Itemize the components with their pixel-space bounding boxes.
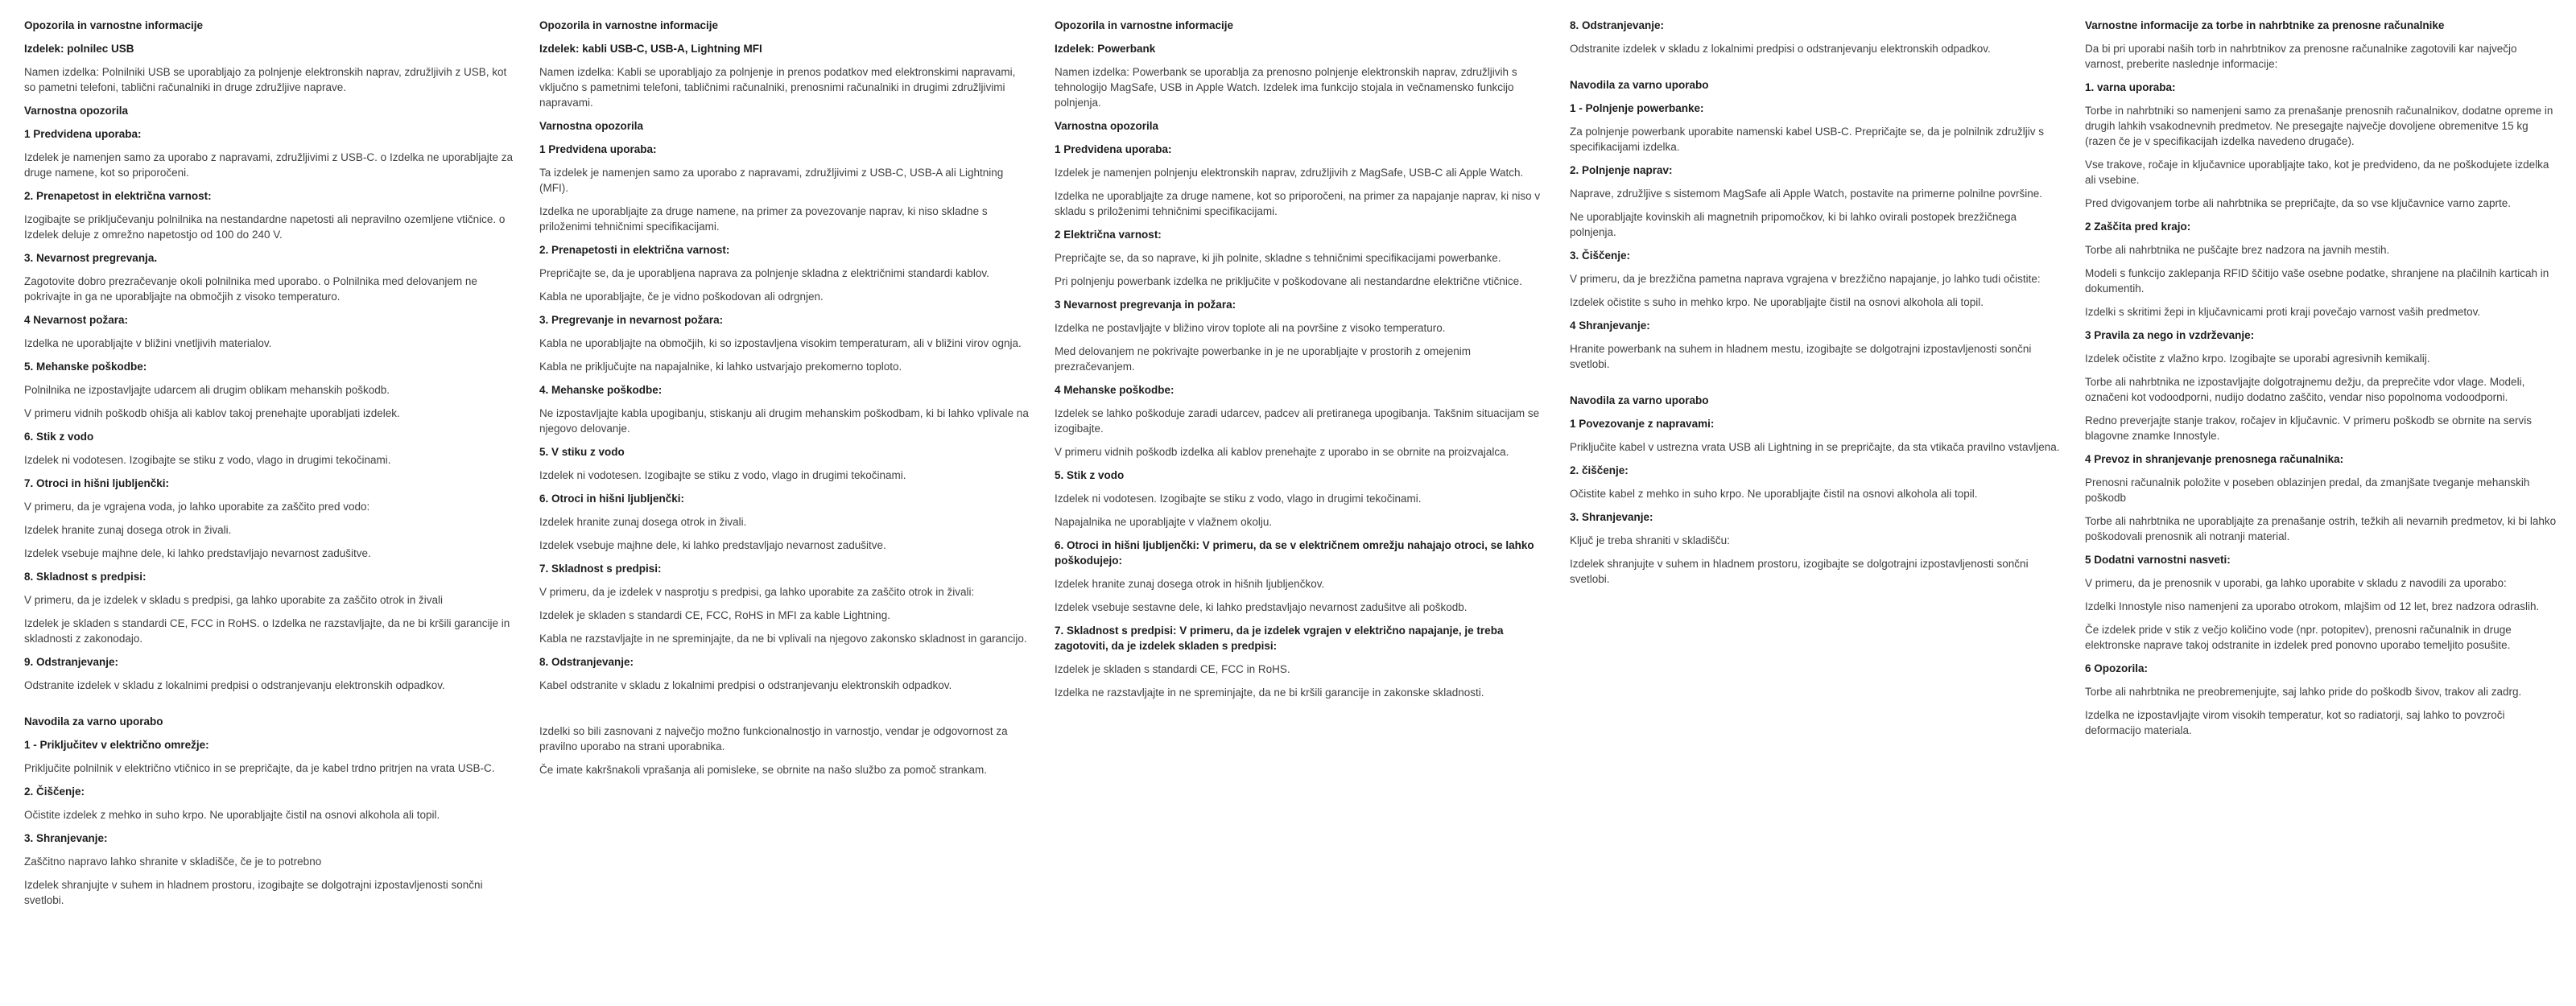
paragraph: Modeli s funkcijo zaklepanja RFID ščitijo vaše osebne podatke, shranjene na plačilnih karticah in dokumentih. <box>2085 267 2549 295</box>
paragraph: Pri polnjenju powerbank izdelka ne priključite v poškodovane ali nestandardne električne vtičnice. <box>1055 275 1522 287</box>
section-heading: 2. čiščenje: <box>1570 464 1629 476</box>
paragraph: Kabla ne razstavljajte in ne spreminjajte, da ne bi vplivali na njegovo zakonsko skladnost in garancijo. <box>539 633 1027 645</box>
section-heading: Varnostna opozorila <box>24 105 129 117</box>
paragraph: Pred dvigovanjem torbe ali nahrbtnika se prepričajte, da so vse ključavnice varno zaprte. <box>2085 197 2512 209</box>
column-4 <box>1570 18 2062 587</box>
section-heading: Izdelek: polnilec USB <box>24 43 134 55</box>
section-heading: 2. Polnjenje naprav: <box>1570 164 1673 176</box>
paragraph: Med delovanjem ne pokrivajte powerbanke in je ne uporabljajte v prostorih z omejenim prezračevanjem. <box>1055 345 1472 373</box>
section-heading: 6 Opozorila: <box>2085 662 2149 674</box>
paragraph: Izdelka ne razstavljajte in ne spreminjajte, da ne bi kršili garancije in zakonske skladnosti. <box>1055 686 1484 699</box>
section-heading: Opozorila in varnostne informacije <box>24 19 204 31</box>
paragraph: Torbe ali nahrbtnika ne izpostavljajte dolgotrajnemu dežju, da preprečite vdor vlage. Modeli, označeni kot vodoodporni, nudijo dodatno zaščito, vendar niso popolnoma vodoodporni. <box>2085 376 2525 403</box>
paragraph: Prepričajte se, da so naprave, ki jih polnite, skladne s tehničnimi specifikacijami powerbanke. <box>1055 252 1501 264</box>
paragraph: V primeru, da je prenosnik v uporabi, ga lahko uporabite v skladu z navodili za uporabo: <box>2085 577 2507 589</box>
section-heading: 5. V stiku z vodo <box>539 446 625 458</box>
paragraph: Izdelek hranite zunaj dosega otrok in živali. <box>539 516 747 528</box>
paragraph: Ne izpostavljajte kabla upogibanju, stiskanju ali drugim mehanskim poškodbam, ki bi lahko vplivale na njegovo delovanje. <box>539 407 1029 435</box>
paragraph: Izdelki so bili zasnovani z največjo možno funkcionalnostjo in varnostjo, vendar je odgovornost za pravilno uporabo na strani uporabnika. <box>539 725 1008 752</box>
paragraph: Napajalnika ne uporabljajte v vlažnem okolju. <box>1055 516 1273 528</box>
paragraph: Izdelka ne postavljajte v bližino virov toplote ali na površine z visoko temperaturo. <box>1055 322 1446 334</box>
paragraph: Izdelek vsebuje sestavne dele, ki lahko predstavljajo nevarnost zadušitve ali poškodb. <box>1055 601 1468 613</box>
paragraph: Torbe ali nahrbtnika ne preobremenjujte, saj lahko pride do poškodb šivov, trakov ali zadrg. <box>2085 686 2522 698</box>
section-heading: 3. Čiščenje: <box>1570 249 1631 262</box>
section-heading: 1 - Polnjenje powerbanke: <box>1570 102 1704 114</box>
paragraph: Izdelka ne uporabljajte za druge namene, kot so priporočeni, na primer za napajanje naprav, ki niso v skladu s priloženimi tehničnimi specifikacijami. <box>1055 190 1541 217</box>
section-heading: Varnostna opozorila <box>1055 120 1159 132</box>
section-heading: Varnostna opozorila <box>539 120 644 132</box>
paragraph: Izdelek ni vodotesen. Izogibajte se stiku z vodo, vlago in drugimi tekočinami. <box>1055 493 1422 505</box>
section-heading: Izdelek: kabli USB-C, USB-A, Lightning MFI <box>539 43 762 55</box>
paragraph: Namen izdelka: Powerbank se uporablja za prenosno polnjenje elektronskih naprav, združljivih s tehnologijo MagSafe, USB in Apple Watch. Izdelek ima funkcijo stojala in večnamensko funkcijo polnjenja. <box>1055 66 1517 109</box>
section-heading: 5. Mehanske poškodbe: <box>24 361 147 373</box>
section-heading: 3. Shranjevanje: <box>1570 511 1653 523</box>
paragraph: Izdelek vsebuje majhne dele, ki lahko predstavljajo nevarnost zadušitve. <box>24 547 371 559</box>
paragraph: Izdelki Innostyle niso namenjeni za uporabo otrokom, mlajšim od 12 let, brez nadzora odraslih. <box>2085 600 2540 612</box>
section-heading: 1 Predvidena uporaba: <box>539 143 657 155</box>
section-heading: 2. Čiščenje: <box>24 785 85 798</box>
section-heading: 4 Shranjevanje: <box>1570 320 1650 332</box>
section-heading: 5 Dodatni varnostni nasveti: <box>2085 554 2231 566</box>
section-heading: 1 Predvidena uporaba: <box>24 128 142 140</box>
section-heading: 1 Predvidena uporaba: <box>1055 143 1172 155</box>
paragraph: Izdelek shranjujte v suhem in hladnem prostoru, izogibajte se dolgotrajni izpostavljenosti sončni svetlobi. <box>24 879 483 906</box>
section-heading: 1 Povezovanje z napravami: <box>1570 418 1715 430</box>
section-heading: 5. Stik z vodo <box>1055 469 1125 481</box>
section-heading: 8. Odstranjevanje: <box>539 656 634 668</box>
paragraph: Izdelek se lahko poškoduje zaradi udarcev, padcev ali pretiranega upogibanja. Takšnim situacijam se izogibajte. <box>1055 407 1540 435</box>
paragraph: Izdelek hranite zunaj dosega otrok in hišnih ljubljenčkov. <box>1055 578 1325 590</box>
paragraph: Izdelki s skritimi žepi in ključavnicami proti kraji povečajo varnost vaših predmetov. <box>2085 306 2481 318</box>
paragraph: Izdelek očistite z vlažno krpo. Izogibajte se uporabi agresivnih kemikalij. <box>2085 353 2430 365</box>
section-heading: Izdelek: Powerbank <box>1055 43 1156 55</box>
paragraph: Polnilnika ne izpostavljajte udarcem ali drugim oblikam mehanskih poškodb. <box>24 384 390 396</box>
section-heading: 7. Skladnost s predpisi: <box>539 563 662 575</box>
section-heading: Navodila za varno uporabo <box>24 715 163 728</box>
paragraph: Izdelek očistite s suho in mehko krpo. Ne uporabljajte čistil na osnovi alkohola ali topil. <box>1570 296 1984 308</box>
paragraph: Očistite izdelek z mehko in suho krpo. Ne uporabljajte čistil na osnovi alkohola ali topil. <box>24 809 440 821</box>
column-1 <box>24 18 517 908</box>
section-heading: 4. Mehanske poškodbe: <box>539 384 663 396</box>
paragraph: Izdelek je namenjen polnjenju elektronskih naprav, združljivih z MagSafe, USB-C ali Apple Watch. <box>1055 167 1524 179</box>
paragraph: Kabel odstranite v skladu z lokalnimi predpisi o odstranjevanju elektronskih odpadkov. <box>539 679 952 691</box>
section-heading: 2. Prenapetosti in električna varnost: <box>539 244 730 256</box>
paragraph: Izdelka ne uporabljajte v bližini vnetljivih materialov. <box>24 337 272 349</box>
column-2 <box>539 18 1032 777</box>
paragraph: Če izdelek pride v stik z večjo količino vode (npr. potopitev), prenosni računalnik in druge elektronske naprave takoj odstranite in izdelek pred ponovno uporabo temeljito posušite. <box>2085 624 2512 651</box>
paragraph: Vse trakove, ročaje in ključavnice uporabljajte tako, kot je predvideno, da ne poškodujete izdelka ali vsebine. <box>2085 159 2549 186</box>
paragraph: Prenosni računalnik položite v poseben oblazinjen predal, da zmanjšate tveganje mehanskih poškodb <box>2085 476 2530 504</box>
section-heading: Opozorila in varnostne informacije <box>1055 19 1234 31</box>
paragraph: Torbe ali nahrbtnika ne puščajte brez nadzora na javnih mestih. <box>2085 244 2390 256</box>
section-heading: 6. Otroci in hišni ljubljenčki: V primeru, da se v električnem omrežju nahajajo otroci, se lahko poškodujejo: <box>1055 539 1534 567</box>
section-heading: 3. Pregrevanje in nevarnost požara: <box>539 314 724 326</box>
paragraph: Izdelka ne uporabljajte za druge namene, na primer za povezovanje naprav, ki niso skladne s priloženimi tehničnimi specifikacijami. <box>539 205 988 233</box>
section-heading: 3 Nevarnost pregrevanja in požara: <box>1055 299 1236 311</box>
paragraph: Odstranite izdelek v skladu z lokalnimi predpisi o odstranjevanju elektronskih odpadkov. <box>1570 43 1991 55</box>
paragraph: Ta izdelek je namenjen samo za uporabo z napravami, združljivimi z USB-C, USB-A ali Lightning (MFI). <box>539 167 1004 194</box>
paragraph: Zagotovite dobro prezračevanje okoli polnilnika med uporabo. o Polnilnika med delovanjem ne pokrivajte in ga ne uporabljajte na območjih z visoko temperaturo. <box>24 275 477 303</box>
section-heading: 2 Električna varnost: <box>1055 229 1162 241</box>
section-heading: 2 Zaščita pred krajo: <box>2085 221 2191 233</box>
section-heading: 8. Odstranjevanje: <box>1570 19 1665 31</box>
paragraph: Izdelka ne izpostavljajte virom visokih temperatur, kot so radiatorji, saj lahko to povzroči deformacijo materiala. <box>2085 709 2505 736</box>
paragraph: Priključite polnilnik v električno vtičnico in se prepričajte, da je kabel trdno pritrjen na vrata USB-C. <box>24 762 495 774</box>
section-heading: Opozorila in varnostne informacije <box>539 19 719 31</box>
paragraph: Torbe in nahrbtniki so namenjeni samo za prenašanje prenosnih računalnikov, dodatne opreme in drugih lahkih vsakodnevnih predmetov. Ne presegajte največje dovoljene obremenitve 15 kg (razen če je v specifikacijah izdelka navedeno drugače). <box>2085 105 2553 147</box>
section-heading: 4 Prevoz in shranjevanje prenosnega računalnika: <box>2085 453 2344 465</box>
paragraph: Izdelek vsebuje majhne dele, ki lahko predstavljajo nevarnost zadušitve. <box>539 539 886 551</box>
paragraph: Naprave, združljive s sistemom MagSafe ali Apple Watch, postavite na primerne polnilne površine. <box>1570 188 2043 200</box>
section-heading: Navodila za varno uporabo <box>1570 394 1709 406</box>
paragraph: Prepričajte se, da je uporabljena naprava za polnjenje skladna z električnimi standardi kablov. <box>539 267 989 279</box>
paragraph: Kabla ne uporabljajte na območjih, ki so izpostavljena visokim temperaturam, ali v bližini virov ognja. <box>539 337 1022 349</box>
paragraph: Namen izdelka: Polnilniki USB se uporabljajo za polnjenje elektronskih naprav, združljivih z USB, kot so pametni telefoni, tablični računalniki in druge združljive naprave. <box>24 66 507 93</box>
paragraph: V primeru vidnih poškodb ohišja ali kablov takoj prenehajte uporabljati izdelek. <box>24 407 400 419</box>
column-3 <box>1055 18 1547 700</box>
paragraph: Namen izdelka: Kabli se uporabljajo za polnjenje in prenos podatkov med elektronskimi napravami, vključno s pametnimi telefoni, tabličnimi računalniki, prenosnimi računalniki in drugimi združljivimi napravami. <box>539 66 1016 109</box>
paragraph: V primeru, da je brezžična pametna naprava vgrajena v brezžično napajanje, jo lahko tudi očistite: <box>1570 273 2041 285</box>
paragraph: V primeru vidnih poškodb izdelka ali kablov prenehajte z uporabo in se obrnite na proizvajalca. <box>1055 446 1509 458</box>
paragraph: Torbe ali nahrbtnika ne uporabljajte za prenašanje ostrih, težkih ali nevarnih predmetov, ki bi lahko poškodovali prenosnik ali notranji material. <box>2085 515 2557 542</box>
section-heading: 3. Nevarnost pregrevanja. <box>24 252 158 264</box>
paragraph: Izdelek je skladen s standardi CE, FCC in RoHS. <box>1055 663 1290 675</box>
paragraph: Očistite kabel z mehko in suho krpo. Ne uporabljajte čistil na osnovi alkohola ali topil. <box>1570 488 1978 500</box>
section-heading: 6. Stik z vodo <box>24 431 94 443</box>
paragraph: Ključ je treba shraniti v skladišču: <box>1570 534 1730 546</box>
section-heading: 3. Shranjevanje: <box>24 832 108 844</box>
paragraph: Izdelek shranjujte v suhem in hladnem prostoru, izogibajte se dolgotrajni izpostavljenosti sončni svetlobi. <box>1570 558 2029 585</box>
section-heading: 1. varna uporaba: <box>2085 81 2176 93</box>
section-heading: Varnostne informacije za torbe in nahrbtnike za prenosne računalnike <box>2085 19 2445 31</box>
paragraph: Ne uporabljajte kovinskih ali magnetnih pripomočkov, ki bi lahko ovirali postopek brezžičnega polnjenja. <box>1570 211 2017 238</box>
paragraph: V primeru, da je izdelek v skladu s predpisi, ga lahko uporabite za zaščito otrok in živali <box>24 594 444 606</box>
section-heading: 7. Otroci in hišni ljubljenčki: <box>24 477 170 489</box>
section-heading: 1 - Priključitev v električno omrežje: <box>24 739 209 751</box>
paragraph: V primeru, da je vgrajena voda, jo lahko uporabite za zaščito pred vodo: <box>24 501 370 513</box>
paragraph: Zaščitno napravo lahko shranite v skladišče, če je to potrebno <box>24 856 322 868</box>
paragraph: Redno preverjajte stanje trakov, ročajev in ključavnic. V primeru poškodb se obrnite na servis blagovne znamke Innostyle. <box>2085 414 2533 442</box>
paragraph: Kabla ne uporabljajte, če je vidno poškodovan ali odrgnjen. <box>539 291 824 303</box>
section-heading: 4 Mehanske poškodbe: <box>1055 384 1174 396</box>
section-heading: 8. Skladnost s predpisi: <box>24 571 147 583</box>
paragraph: Da bi pri uporabi naših torb in nahrbtnikov za prenosne računalnike zagotovili kar največjo varnost, preberite naslednje informacije: <box>2085 43 2517 70</box>
section-heading: 2. Prenapetost in električna varnost: <box>24 190 212 202</box>
paragraph: Izdelek je skladen s standardi CE, FCC in RoHS. o Izdelka ne razstavljajte, da ne bi kršili garancije in skladnosti z zakonodajo. <box>24 617 510 645</box>
section-heading: 6. Otroci in hišni ljubljenčki: <box>539 493 685 505</box>
paragraph: Če imate kakršnakoli vprašanja ali pomisleke, se obrnite na našo službo za pomoč strankam. <box>539 764 988 776</box>
column-5 <box>2085 18 2558 738</box>
paragraph: Izogibajte se priključevanju polnilnika na nestandardne napetosti ali nepravilno ozemljene vtičnice. o Izdelek deluje z omrežno napetostjo od 100 do 240 V. <box>24 213 506 241</box>
paragraph: Izdelek je namenjen samo za uporabo z napravami, združljivimi z USB-C. o Izdelka ne uporabljajte za druge namene, kot so priporočeni. <box>24 151 514 179</box>
section-heading: Navodila za varno uporabo <box>1570 79 1709 91</box>
paragraph: Hranite powerbank na suhem in hladnem mestu, izogibajte se dolgotrajni izpostavljenosti sončni svetlobi. <box>1570 343 2032 370</box>
section-heading: 7. Skladnost s predpisi: V primeru, da je izdelek vgrajen v električno napajanje, je treba zagotoviti, da je izdelek skladen s predpisi: <box>1055 625 1504 652</box>
paragraph: Izdelek hranite zunaj dosega otrok in živali. <box>24 524 232 536</box>
paragraph: Izdelek je skladen s standardi CE, FCC, RoHS in MFI za kable Lightning. <box>539 609 890 621</box>
section-heading: 3 Pravila za nego in vzdrževanje: <box>2085 329 2255 341</box>
paragraph: Kabla ne priključujte na napajalnike, ki lahko ustvarjajo prekomerno toploto. <box>539 361 902 373</box>
paragraph: Izdelek ni vodotesen. Izogibajte se stiku z vodo, vlago in drugimi tekočinami. <box>24 454 391 466</box>
section-heading: 9. Odstranjevanje: <box>24 656 119 668</box>
paragraph: Za polnjenje powerbank uporabite namenski kabel USB-C. Prepričajte se, da je polnilnik združljiv s specifikacijami izdelka. <box>1570 126 2045 153</box>
paragraph: V primeru, da je izdelek v nasprotju s predpisi, ga lahko uporabite za zaščito otrok in živali: <box>539 586 975 598</box>
paragraph: Priključite kabel v ustrezna vrata USB ali Lightning in se prepričajte, da sta vtikača pravilno vstavljena. <box>1570 441 2060 453</box>
paragraph: Odstranite izdelek v skladu z lokalnimi predpisi o odstranjevanju elektronskih odpadkov. <box>24 679 445 691</box>
paragraph: Izdelek ni vodotesen. Izogibajte se stiku z vodo, vlago in drugimi tekočinami. <box>539 469 906 481</box>
section-heading: 4 Nevarnost požara: <box>24 314 129 326</box>
